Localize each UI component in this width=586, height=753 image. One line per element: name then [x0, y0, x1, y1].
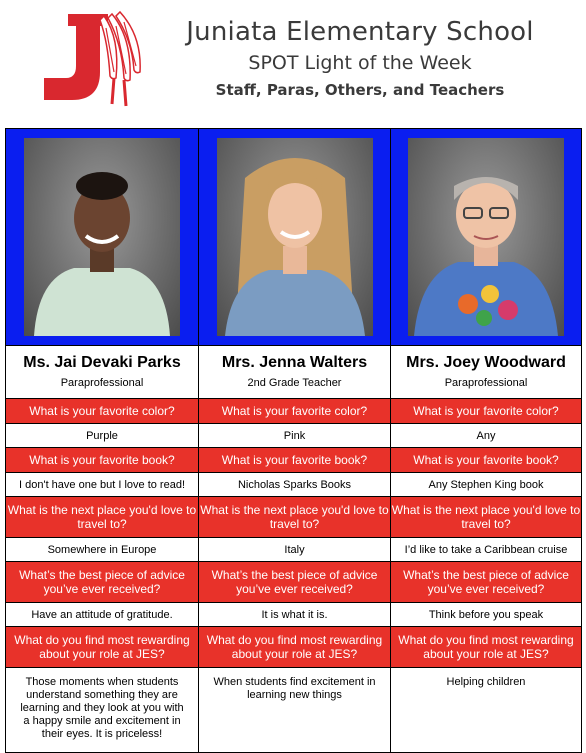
answer-cell: It is what it is. [199, 603, 391, 627]
question-cell [391, 627, 582, 668]
answer-cell: Have an attitude of gratitude. [6, 603, 199, 627]
photo-cell [199, 129, 391, 346]
name-cell [391, 346, 582, 399]
answer-cell: Purple [6, 424, 199, 448]
staff-role: Paraprofessional [444, 377, 528, 389]
feather-logo-icon [38, 8, 142, 108]
question-row-book [6, 448, 582, 473]
question-text: What’s the best piece of advice you’ve ever received? [19, 568, 185, 596]
question-text: What do you find most rewarding about your role at JES? [398, 633, 574, 661]
question-cell: What is your favorite book? [199, 448, 391, 473]
question-cell [391, 562, 582, 603]
question-text: What is the next place you'd love to travel to? [7, 503, 197, 531]
photo-cell [391, 129, 582, 346]
question-row-rewarding [6, 627, 582, 668]
answer-text: Those moments when students understand something they are learning and they look at you with a happy smile and excitement in their eyes. It is priceless! [20, 676, 184, 740]
question-cell: What is your favorite book? [391, 448, 582, 473]
question-text: What’s the best piece of advice you’ve ever received? [211, 568, 378, 596]
answer-text: When students find excitement in learning new things [213, 676, 376, 701]
answer-cell: Pink [199, 424, 391, 448]
question-cell [391, 497, 582, 538]
answer-cell: I’d like to take a Caribbean cruise [391, 538, 582, 562]
title-block [150, 14, 570, 102]
program-title: SPOT Light of the Week [248, 52, 472, 74]
answer-row-advice [6, 603, 582, 627]
answer-row-book [6, 473, 582, 497]
question-cell [6, 497, 199, 538]
question-cell [6, 627, 199, 668]
staff-photo [217, 138, 373, 336]
staff-name: Mrs. Joey Woodward [406, 354, 566, 371]
question-text: What is the next place you'd love to travel to? [200, 503, 389, 531]
name-row [6, 346, 582, 399]
question-cell [6, 562, 199, 603]
question-row-travel [6, 497, 582, 538]
staff-role: 2nd Grade Teacher [247, 377, 342, 389]
answer-row-travel [6, 538, 582, 562]
question-text: What do you find most rewarding about your role at JES? [14, 633, 190, 661]
answer-cell: Italy [199, 538, 391, 562]
photo-cell [6, 129, 199, 346]
school-name: Juniata Elementary School [186, 17, 534, 47]
question-text: What is the next place you'd love to travel to? [391, 503, 581, 531]
question-cell: What is your favorite color? [391, 399, 582, 424]
answer-cell [6, 668, 199, 753]
question-row-color [6, 399, 582, 424]
staff-name: Mrs. Jenna Walters [221, 354, 368, 371]
staff-photo [24, 138, 180, 336]
answer-row-color [6, 424, 582, 448]
question-cell [199, 562, 391, 603]
staff-photo [408, 138, 564, 336]
question-cell [199, 627, 391, 668]
question-text: What do you find most rewarding about your role at JES? [206, 633, 383, 661]
answer-cell: Any [391, 424, 582, 448]
page-header [0, 0, 586, 128]
question-cell [199, 497, 391, 538]
question-cell: What is your favorite book? [6, 448, 199, 473]
answer-cell: Any Stephen King book [391, 473, 582, 497]
answer-cell [199, 668, 391, 753]
question-cell: What is your favorite color? [6, 399, 199, 424]
staff-role: Paraprofessional [60, 377, 144, 389]
question-row-advice [6, 562, 582, 603]
question-text: What’s the best piece of advice you’ve ever received? [403, 568, 569, 596]
spotlight-table [5, 128, 582, 753]
answer-cell [391, 668, 582, 753]
answer-cell: Think before you speak [391, 603, 582, 627]
program-subtitle: Staff, Paras, Others, and Teachers [215, 81, 505, 99]
answer-cell: Nicholas Sparks Books [199, 473, 391, 497]
photo-row [6, 129, 582, 346]
staff-name: Ms. Jai Devaki Parks [23, 354, 181, 371]
name-cell [199, 346, 391, 399]
answer-cell: I don't have one but I love to read! [6, 473, 199, 497]
answer-text: Helping children [446, 676, 526, 688]
answer-row-rewarding [6, 668, 582, 753]
question-cell: What is your favorite color? [199, 399, 391, 424]
name-cell [6, 346, 199, 399]
answer-cell: Somewhere in Europe [6, 538, 199, 562]
